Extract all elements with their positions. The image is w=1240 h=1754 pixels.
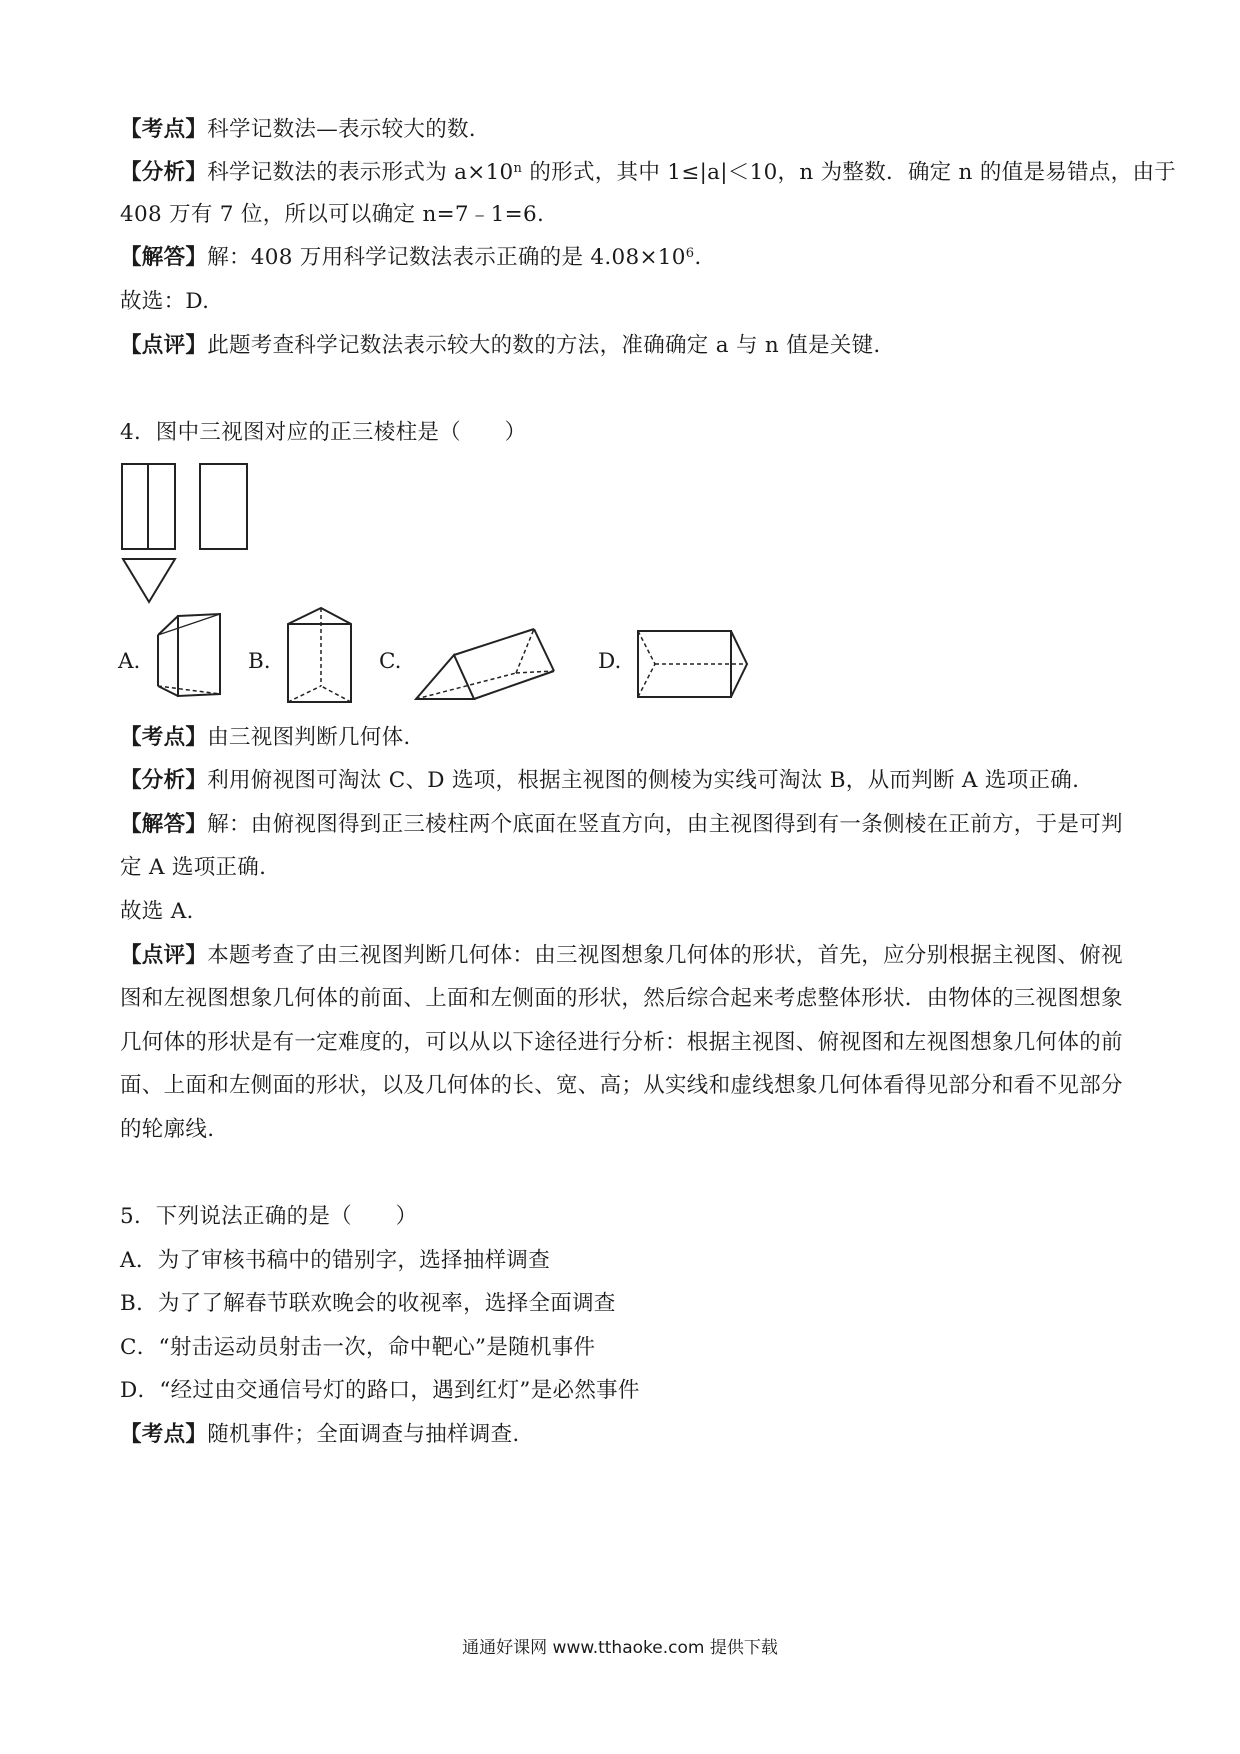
exponent: n xyxy=(513,161,523,176)
option-c-prism xyxy=(412,625,562,705)
q3-answer: 故选：D. xyxy=(120,289,210,314)
top-view-triangle xyxy=(123,559,175,602)
kaodian-tag: 【考点】 xyxy=(120,1422,208,1447)
option-b-prism xyxy=(283,604,358,708)
jieda-tag: 【解答】 xyxy=(120,812,208,837)
jieda-text: 解：由俯视图得到正三棱柱两个底面在竖直方向，由主视图得到有一条侧棱在正前方，于是可判 xyxy=(207,812,1123,837)
q5-stem: 5．下列说法正确的是（ ） xyxy=(120,1204,418,1229)
q4-answer: 故选 A. xyxy=(120,899,194,924)
q4-jieda-line2: 定 A 选项正确. xyxy=(120,855,267,880)
dianping-text: 本题考查了由三视图判断几何体：由三视图想象几何体的形状，首先，应分别根据主视图、俯视 xyxy=(207,943,1123,968)
option-d-prism xyxy=(634,627,754,702)
q4-dianping-line3: 几何体的形状是有一定难度的，可以从以下途径进行分析：根据主视图、俯视图和左视图想象几何体的前 xyxy=(120,1030,1123,1055)
kaodian-text: 由三视图判断几何体. xyxy=(207,725,411,750)
jieda-tag: 【解答】 xyxy=(120,245,208,270)
kaodian-text: 科学记数法—表示较大的数. xyxy=(207,117,476,142)
jieda-text-end: . xyxy=(694,245,702,270)
q4-dianping-line4: 面、上面和左侧面的形状，以及几何体的长、宽、高；从实线和虚线想象几何体看得见部分和看不见部分 xyxy=(120,1073,1123,1098)
q3-fenxi xyxy=(120,158,1176,188)
dianping-text: 此题考查科学记数法表示较大的数的方法，准确确定 a 与 n 值是关键. xyxy=(207,333,881,358)
q4-stem: 4．图中三视图对应的正三棱柱是（ ） xyxy=(120,420,527,445)
kaodian-tag: 【考点】 xyxy=(120,117,208,142)
fenxi-text-cont: 的形式，其中 1≤|a|＜10，n 为整数．确定 n 的值是易错点，由于 xyxy=(522,160,1177,185)
option-b-label: B. xyxy=(248,649,271,674)
kaodian-text: 随机事件；全面调查与抽样调查. xyxy=(207,1422,520,1447)
page-footer: 通通好课网 www.tthaoke.com 提供下载 xyxy=(462,1638,778,1658)
q5-kaodian xyxy=(120,1420,520,1450)
fenxi-text: 利用俯视图可淘汰 C、D 选项，根据主视图的侧棱为实线可淘汰 B，从而判断 A 选项正确. xyxy=(207,768,1080,793)
dianping-tag: 【点评】 xyxy=(120,943,208,968)
q4-dianping xyxy=(120,941,1123,971)
option-a-label: A. xyxy=(118,649,141,674)
option-c-label: C. xyxy=(379,649,402,674)
q3-fenxi-line2: 408 万有 7 位，所以可以确定 n=7﹣1=6. xyxy=(120,202,545,227)
kaodian-tag: 【考点】 xyxy=(120,725,208,750)
q4-dianping-line5: 的轮廓线. xyxy=(120,1117,215,1142)
fenxi-tag: 【分析】 xyxy=(120,160,208,185)
option-a-prism xyxy=(150,608,225,708)
dianping-tag: 【点评】 xyxy=(120,333,208,358)
q4-dianping-line2: 图和左视图想象几何体的前面、上面和左侧面的形状，然后综合起来考虑整体形状．由物体的三视图想象 xyxy=(120,986,1123,1011)
q3-kaodian xyxy=(120,115,476,145)
q3-dianping xyxy=(120,331,881,361)
exponent: 6 xyxy=(685,246,695,261)
q5-option-c: C．“射击运动员射击一次，命中靶心”是随机事件 xyxy=(120,1335,596,1360)
fenxi-tag: 【分析】 xyxy=(120,768,208,793)
q5-option-d: D．“经过由交通信号灯的路口，遇到红灯”是必然事件 xyxy=(120,1378,640,1403)
q4-kaodian xyxy=(120,723,411,753)
fenxi-text: 科学记数法的表示形式为 a×10 xyxy=(207,160,514,185)
jieda-text: 解：408 万用科学记数法表示正确的是 4.08×10 xyxy=(207,245,686,270)
q4-jieda xyxy=(120,810,1123,840)
q5-option-b: B．为了了解春节联欢晚会的收视率，选择全面调查 xyxy=(120,1291,616,1316)
three-view-figure xyxy=(118,456,258,606)
side-view xyxy=(200,464,247,549)
q3-jieda xyxy=(120,243,701,273)
option-d-label: D. xyxy=(598,649,622,674)
q5-option-a: A．为了审核书稿中的错别字，选择抽样调查 xyxy=(120,1248,551,1273)
q4-fenxi xyxy=(120,766,1079,796)
